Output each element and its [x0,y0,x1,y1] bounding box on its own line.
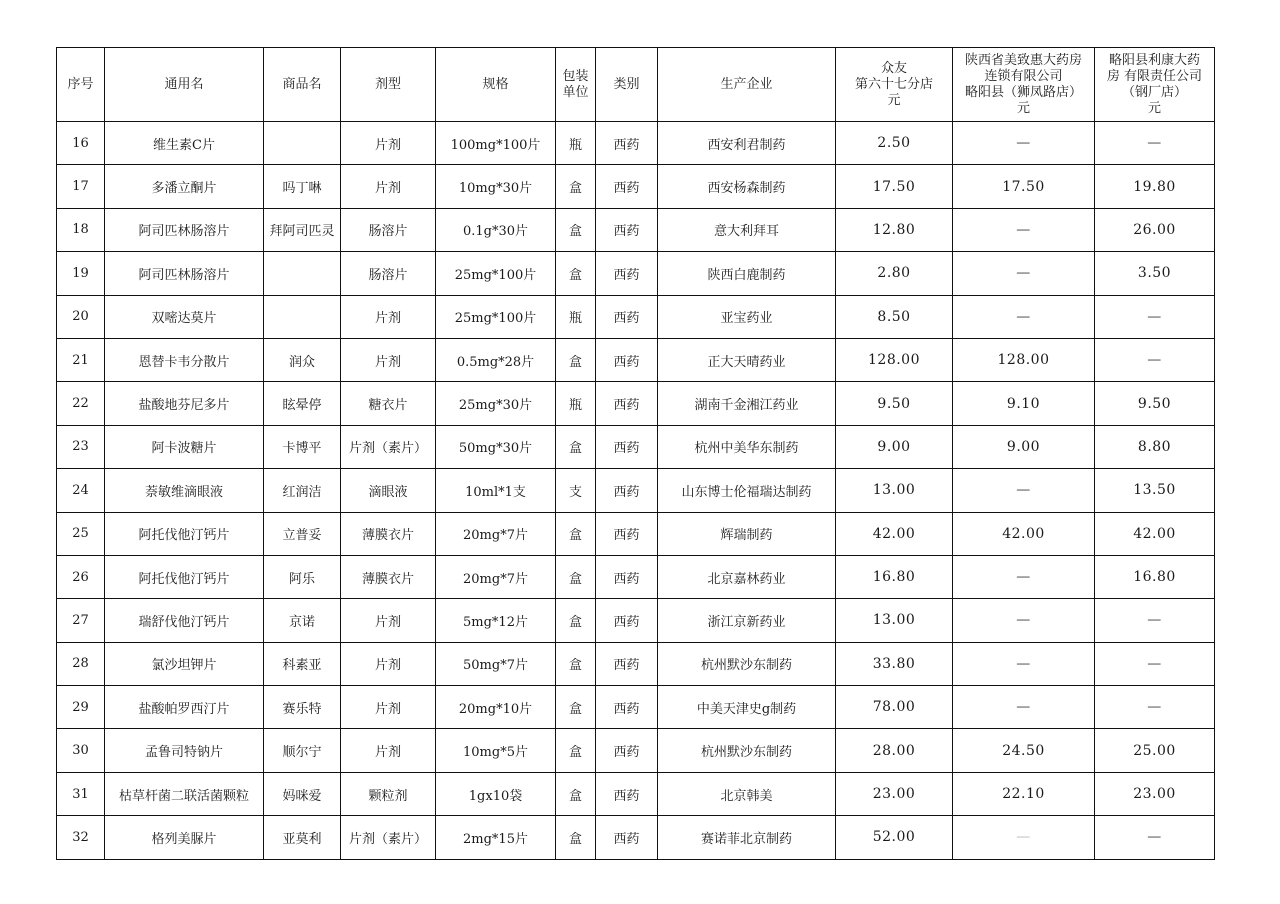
cell-p2: 9.00 [953,425,1095,468]
table-row [57,295,1215,338]
column-header-unit [556,48,596,122]
column-header-line: 连锁有限公司 [984,68,1063,84]
cell-unit: 支 [556,469,596,512]
cell-brand [264,295,341,338]
cell-brand: 亚莫利 [264,816,341,859]
cell-p1: 8.50 [836,295,953,338]
cell-p2: — [953,295,1095,338]
cell-no: 18 [57,208,105,251]
cell-no: 25 [57,512,105,555]
table-row [57,772,1215,815]
cell-cat: 西药 [596,512,658,555]
cell-p1: 17.50 [836,165,953,208]
cell-unit: 盒 [556,338,596,381]
cell-p1: 9.00 [836,425,953,468]
cell-cat: 西药 [596,425,658,468]
cell-no: 32 [57,816,105,859]
cell-cat: 西药 [596,295,658,338]
cell-spec: 2mg*15片 [436,816,556,859]
cell-no: 28 [57,642,105,685]
cell-p1: 23.00 [836,772,953,815]
cell-p1: 42.00 [836,512,953,555]
column-header-line: 略阳县利康大药 [1108,52,1200,68]
column-header-line: 剂型 [374,76,401,92]
cell-spec: 50mg*30片 [436,425,556,468]
cell-spec: 0.1g*30片 [436,208,556,251]
cell-no: 19 [57,252,105,295]
table-row [57,165,1215,208]
cell-p2: — [953,208,1095,251]
cell-generic: 阿司匹林肠溶片 [105,208,264,251]
cell-no: 27 [57,599,105,642]
cell-spec: 50mg*7片 [436,642,556,685]
cell-p2: — [953,555,1095,598]
cell-spec: 10mg*30片 [436,165,556,208]
cell-spec: 20mg*10片 [436,686,556,729]
cell-no: 22 [57,382,105,425]
column-header-brand [264,48,341,122]
cell-p1: 78.00 [836,686,953,729]
cell-cat: 西药 [596,772,658,815]
cell-cat: 西药 [596,642,658,685]
cell-form: 薄膜衣片 [341,555,436,598]
cell-form: 片剂 [341,599,436,642]
cell-brand: 红润洁 [264,469,341,512]
cell-unit: 瓶 [556,295,596,338]
cell-brand: 润众 [264,338,341,381]
cell-generic: 瑞舒伐他汀钙片 [105,599,264,642]
column-header-spec [436,48,556,122]
cell-brand: 吗丁啉 [264,165,341,208]
table-body [57,122,1215,860]
cell-spec: 1gx10袋 [436,772,556,815]
cell-brand: 眩晕停 [264,382,341,425]
cell-maker: 正大天晴药业 [658,338,836,381]
cell-spec: 25mg*100片 [436,252,556,295]
table-row [57,425,1215,468]
cell-generic: 多潘立酮片 [105,165,264,208]
cell-brand: 立普妥 [264,512,341,555]
cell-p3: 16.80 [1095,555,1215,598]
cell-brand: 赛乐特 [264,686,341,729]
cell-generic: 盐酸帕罗西汀片 [105,686,264,729]
cell-generic: 盐酸地芬尼多片 [105,382,264,425]
cell-cat: 西药 [596,469,658,512]
cell-maker: 陕西白鹿制药 [658,252,836,295]
cell-maker: 北京嘉林药业 [658,555,836,598]
cell-spec: 100mg*100片 [436,122,556,165]
cell-unit: 盒 [556,425,596,468]
cell-form: 薄膜衣片 [341,512,436,555]
cell-unit: 盒 [556,729,596,772]
column-header-line: 生产企业 [720,76,773,92]
cell-p2: 24.50 [953,729,1095,772]
cell-form: 片剂 [341,295,436,338]
cell-generic: 维生素C片 [105,122,264,165]
cell-spec: 0.5mg*28片 [436,338,556,381]
column-header-line: 第六十七分店 [854,76,933,92]
column-header-line: 房 有限责任公司 [1106,68,1203,84]
cell-unit: 瓶 [556,122,596,165]
table-row [57,816,1215,859]
cell-p1: 9.50 [836,382,953,425]
cell-form: 片剂（素片） [341,816,436,859]
cell-cat: 西药 [596,338,658,381]
cell-form: 片剂 [341,122,436,165]
cell-spec: 25mg*30片 [436,382,556,425]
cell-p2: — [953,599,1095,642]
cell-maker: 杭州默沙东制药 [658,642,836,685]
cell-p1: 128.00 [836,338,953,381]
cell-generic: 阿卡波糖片 [105,425,264,468]
cell-generic: 孟鲁司特钠片 [105,729,264,772]
cell-brand: 卡博平 [264,425,341,468]
column-header-line: 类别 [613,76,640,92]
cell-generic: 双嘧达莫片 [105,295,264,338]
cell-form: 片剂 [341,338,436,381]
cell-p3: — [1095,338,1215,381]
table-row [57,208,1215,251]
cell-no: 31 [57,772,105,815]
cell-no: 21 [57,338,105,381]
column-header-line: 元 [887,92,901,108]
column-header-line: 单位 [562,84,589,100]
cell-brand: 科素亚 [264,642,341,685]
cell-p1: 28.00 [836,729,953,772]
cell-p1: 2.50 [836,122,953,165]
column-header-form [341,48,436,122]
cell-brand: 顺尔宁 [264,729,341,772]
cell-p3: — [1095,122,1215,165]
cell-maker: 西安杨森制药 [658,165,836,208]
column-header-p2 [953,48,1095,122]
cell-maker: 亚宝药业 [658,295,836,338]
cell-unit: 盒 [556,599,596,642]
cell-p2: 128.00 [953,338,1095,381]
cell-p3: 42.00 [1095,512,1215,555]
cell-maker: 湖南千金湘江药业 [658,382,836,425]
column-header-line: 元 [1147,100,1161,116]
column-header-line: 序号 [67,76,94,92]
cell-unit: 盒 [556,208,596,251]
cell-p3: 13.50 [1095,469,1215,512]
cell-generic: 恩替卡韦分散片 [105,338,264,381]
cell-brand [264,122,341,165]
cell-p2: — [953,122,1095,165]
cell-form: 肠溶片 [341,208,436,251]
table-row [57,469,1215,512]
cell-maker: 西安利君制药 [658,122,836,165]
cell-generic: 氯沙坦钾片 [105,642,264,685]
cell-no: 20 [57,295,105,338]
column-header-line: （钢厂店） [1121,84,1187,100]
cell-maker: 北京韩美 [658,772,836,815]
cell-brand: 阿乐 [264,555,341,598]
cell-p1: 52.00 [836,816,953,859]
column-header-line: 元 [1016,100,1030,116]
cell-p1: 12.80 [836,208,953,251]
cell-p1: 13.00 [836,469,953,512]
column-header-generic [105,48,264,122]
table-row [57,642,1215,685]
cell-unit: 盒 [556,512,596,555]
cell-spec: 5mg*12片 [436,599,556,642]
cell-p2: — [953,816,1095,859]
cell-p3: — [1095,295,1215,338]
cell-generic: 萘敏维滴眼液 [105,469,264,512]
table-row [57,686,1215,729]
table-row [57,382,1215,425]
cell-unit: 盒 [556,816,596,859]
table-row [57,729,1215,772]
cell-form: 片剂 [341,165,436,208]
cell-form: 颗粒剂 [341,772,436,815]
cell-maker: 杭州中美华东制药 [658,425,836,468]
cell-p3: 23.00 [1095,772,1215,815]
cell-p1: 16.80 [836,555,953,598]
cell-form: 片剂 [341,642,436,685]
table-row [57,599,1215,642]
cell-p3: 26.00 [1095,208,1215,251]
cell-cat: 西药 [596,165,658,208]
table-row [57,122,1215,165]
column-header-line: 众友 [880,60,907,76]
cell-p2: — [953,469,1095,512]
cell-maker: 山东博士伦福瑞达制药 [658,469,836,512]
cell-generic: 阿托伐他汀钙片 [105,555,264,598]
column-header-no [57,48,105,122]
cell-spec: 20mg*7片 [436,512,556,555]
cell-maker: 辉瑞制药 [658,512,836,555]
cell-brand [264,252,341,295]
cell-p2: 42.00 [953,512,1095,555]
column-header-p1 [836,48,953,122]
cell-form: 片剂 [341,686,436,729]
cell-cat: 西药 [596,122,658,165]
cell-spec: 10ml*1支 [436,469,556,512]
cell-brand: 妈咪爱 [264,772,341,815]
column-header-line: 略阳县（狮凤路店） [964,84,1082,100]
cell-spec: 20mg*7片 [436,555,556,598]
cell-p3: — [1095,599,1215,642]
column-header-line: 陕西省美致惠大药房 [964,52,1082,68]
cell-p3: 9.50 [1095,382,1215,425]
column-header-maker [658,48,836,122]
cell-no: 29 [57,686,105,729]
cell-generic: 阿托伐他汀钙片 [105,512,264,555]
cell-no: 30 [57,729,105,772]
cell-p3: — [1095,642,1215,685]
cell-unit: 盒 [556,686,596,729]
cell-spec: 25mg*100片 [436,295,556,338]
cell-unit: 盒 [556,555,596,598]
cell-cat: 西药 [596,252,658,295]
cell-unit: 盒 [556,642,596,685]
cell-p3: — [1095,686,1215,729]
cell-p2: 17.50 [953,165,1095,208]
cell-form: 糖衣片 [341,382,436,425]
column-header-line: 规格 [482,76,509,92]
cell-maker: 意大利拜耳 [658,208,836,251]
cell-generic: 枯草杆菌二联活菌颗粒 [105,772,264,815]
drug-price-table [56,47,1215,860]
header-row [57,48,1215,122]
cell-no: 23 [57,425,105,468]
column-header-p3 [1095,48,1215,122]
cell-p2: 22.10 [953,772,1095,815]
cell-cat: 西药 [596,729,658,772]
cell-generic: 阿司匹林肠溶片 [105,252,264,295]
cell-no: 26 [57,555,105,598]
cell-maker: 浙江京新药业 [658,599,836,642]
cell-form: 片剂 [341,729,436,772]
column-header-line: 通用名 [164,76,204,92]
table-row [57,252,1215,295]
column-header-line: 商品名 [282,76,322,92]
cell-no: 16 [57,122,105,165]
cell-p3: — [1095,816,1215,859]
cell-p2: — [953,642,1095,685]
cell-p3: 3.50 [1095,252,1215,295]
column-header-cat [596,48,658,122]
cell-cat: 西药 [596,208,658,251]
cell-form: 肠溶片 [341,252,436,295]
cell-unit: 盒 [556,772,596,815]
cell-unit: 盒 [556,252,596,295]
cell-spec: 10mg*5片 [436,729,556,772]
cell-p3: 25.00 [1095,729,1215,772]
cell-maker: 杭州默沙东制药 [658,729,836,772]
cell-p2: — [953,252,1095,295]
cell-cat: 西药 [596,816,658,859]
table-row [57,555,1215,598]
cell-cat: 西药 [596,382,658,425]
cell-p1: 2.80 [836,252,953,295]
cell-cat: 西药 [596,686,658,729]
cell-form: 片剂（素片） [341,425,436,468]
cell-no: 24 [57,469,105,512]
cell-p2: 9.10 [953,382,1095,425]
cell-p1: 33.80 [836,642,953,685]
cell-generic: 格列美脲片 [105,816,264,859]
cell-maker: 赛诺菲北京制药 [658,816,836,859]
table-row [57,512,1215,555]
cell-p3: 19.80 [1095,165,1215,208]
cell-brand: 京诺 [264,599,341,642]
cell-brand: 拜阿司匹灵 [264,208,341,251]
cell-form: 滴眼液 [341,469,436,512]
cell-maker: 中美天津史g制药 [658,686,836,729]
column-header-line: 包装 [562,68,589,84]
cell-no: 17 [57,165,105,208]
cell-p3: 8.80 [1095,425,1215,468]
cell-cat: 西药 [596,599,658,642]
cell-cat: 西药 [596,555,658,598]
cell-p1: 13.00 [836,599,953,642]
table-row [57,338,1215,381]
cell-unit: 瓶 [556,382,596,425]
cell-p2: — [953,686,1095,729]
cell-unit: 盒 [556,165,596,208]
